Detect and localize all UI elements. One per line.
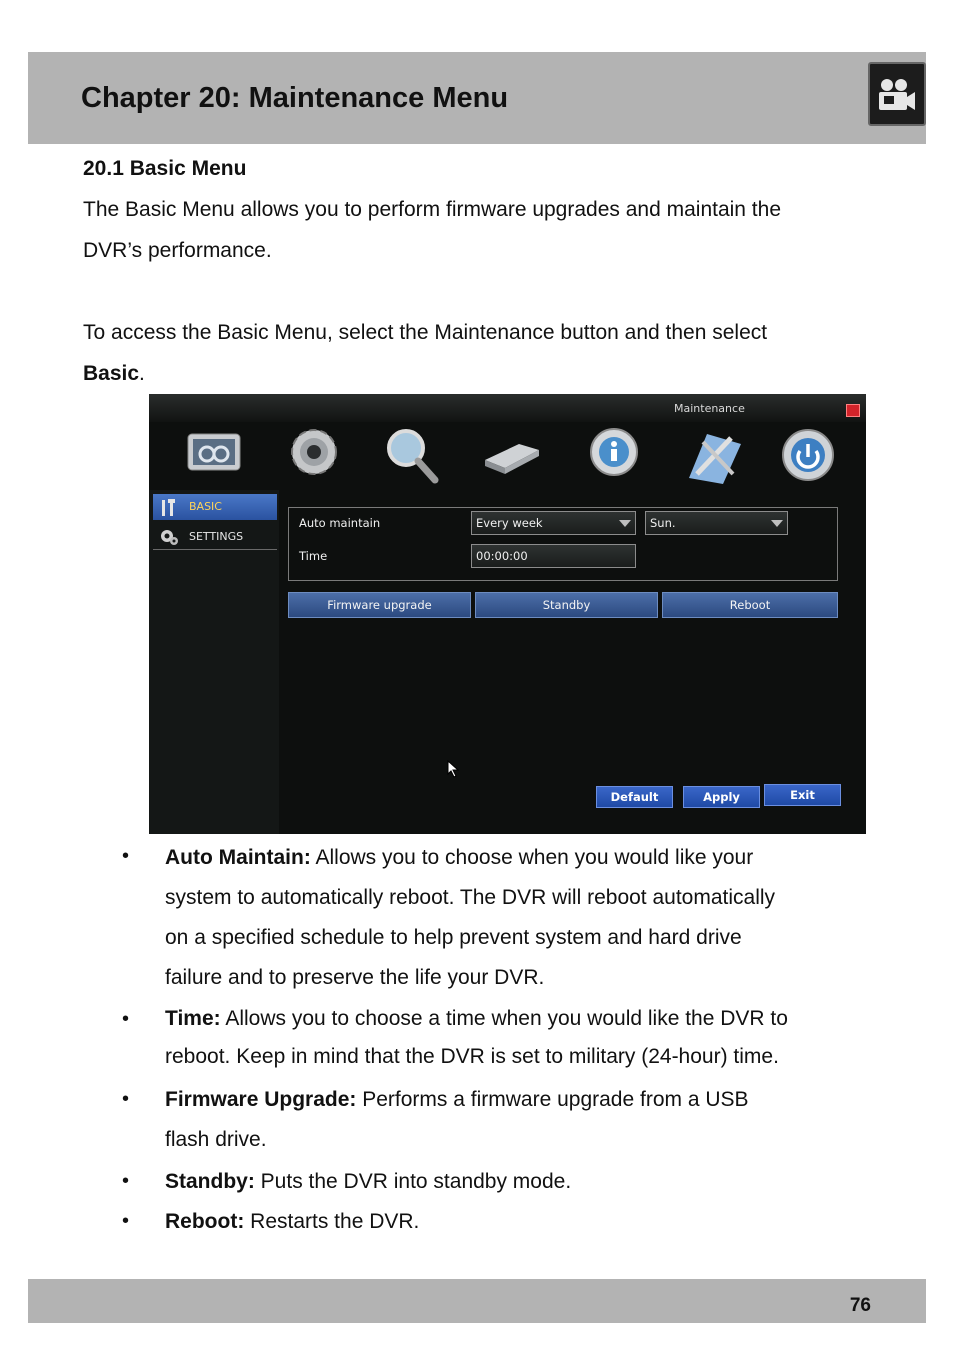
bullet-line: reboot. Keep in mind that the DVR is set to military (24-hour) time. [165, 1045, 779, 1068]
reboot-button[interactable]: Reboot [662, 592, 838, 618]
day-select[interactable] [645, 511, 788, 535]
access-bold-term: Basic [83, 362, 140, 385]
bullet-term: Reboot: [165, 1210, 245, 1233]
bullet-term: Firmware Upgrade: [165, 1088, 357, 1111]
bullet-line: Puts the DVR into standby mode. [254, 1170, 572, 1193]
hdd-icon[interactable] [479, 424, 541, 486]
bullet-marker: • [122, 845, 130, 867]
bullet-term: Time: [165, 1007, 221, 1030]
power-icon[interactable] [777, 424, 839, 486]
standby-button[interactable]: Standby [475, 592, 658, 618]
bullet-term: Standby: [165, 1170, 255, 1193]
monitor-icon[interactable] [183, 424, 245, 486]
chapter-header [28, 52, 926, 144]
intro-line-2: DVR’s performance. [83, 239, 272, 262]
auto-maintain-select[interactable] [471, 511, 636, 535]
bullet-line: Allows you to choose when you would like your [310, 846, 754, 869]
bullet-marker: • [122, 1170, 130, 1192]
bullet-line: on a specified schedule to help prevent system and hard drive [165, 926, 742, 949]
gear-icon[interactable] [283, 424, 345, 486]
chapter-title: Chapter 20: Maintenance Menu [81, 82, 509, 114]
apply-button[interactable]: Apply [683, 786, 760, 808]
default-button[interactable]: Default [596, 786, 673, 808]
chevron-down-icon [771, 520, 783, 527]
sidebar-item-label: BASIC [189, 500, 222, 513]
tools-icon [159, 498, 179, 516]
mouse-cursor-icon [447, 760, 459, 783]
page-number: 76 [849, 1295, 871, 1316]
dvr-window-title: Maintenance [674, 402, 745, 415]
time-field[interactable] [471, 544, 636, 568]
dvr-title-strip [149, 394, 866, 422]
exit-button[interactable]: Exit [764, 784, 841, 806]
bullet-line: system to automatically reboot. The DVR will reboot automatically [165, 886, 776, 909]
bullet-line: Allows you to choose a time when you would like the DVR to [220, 1007, 788, 1030]
time-value: 00:00:00 [476, 549, 528, 563]
bullet-marker: • [122, 1210, 130, 1232]
access-line-2 [83, 353, 883, 394]
bullet-line: failure and to preserve the life your DVR. [165, 966, 545, 989]
auto-maintain-panel [288, 507, 838, 581]
video-camera-icon [868, 62, 926, 126]
sidebar-item-label: SETTINGS [189, 530, 244, 543]
list-item [165, 1162, 875, 1202]
auto-maintain-value: Every week [476, 516, 543, 530]
info-icon[interactable] [583, 424, 645, 486]
bullet-line: Restarts the DVR. [244, 1210, 420, 1233]
page-footer [28, 1279, 926, 1323]
section-title: 20.1 Basic Menu [83, 157, 247, 180]
bullet-marker: • [122, 1008, 130, 1030]
time-label: Time [299, 549, 328, 563]
magnifier-icon[interactable] [379, 424, 441, 486]
list-item [165, 1000, 875, 1076]
dvr-sidebar [149, 490, 279, 834]
dvr-maintenance-screenshot [149, 394, 866, 834]
access-period: . [139, 362, 145, 385]
dvr-close-icon[interactable] [846, 404, 860, 417]
bullet-line: Performs a firmware upgrade from a USB [356, 1088, 749, 1111]
sidebar-item-basic[interactable] [153, 494, 277, 520]
list-item [165, 1080, 875, 1160]
intro-line-1: The Basic Menu allows you to perform firmware upgrades and maintain the [83, 198, 782, 221]
chevron-down-icon [619, 520, 631, 527]
bullet-marker: • [122, 1088, 130, 1110]
day-value: Sun. [650, 516, 676, 530]
sidebar-item-settings[interactable] [153, 524, 277, 550]
auto-maintain-label: Auto maintain [299, 516, 381, 530]
firmware-upgrade-button[interactable]: Firmware upgrade [288, 592, 471, 618]
tools-icon[interactable] [683, 424, 745, 486]
gears-icon [159, 528, 179, 546]
bullet-term: Auto Maintain: [165, 846, 311, 869]
bullet-line: flash drive. [165, 1128, 267, 1151]
list-item [165, 838, 875, 998]
list-item [165, 1202, 875, 1242]
access-line-1: To access the Basic Menu, select the Maintenance button and then select [83, 321, 768, 344]
